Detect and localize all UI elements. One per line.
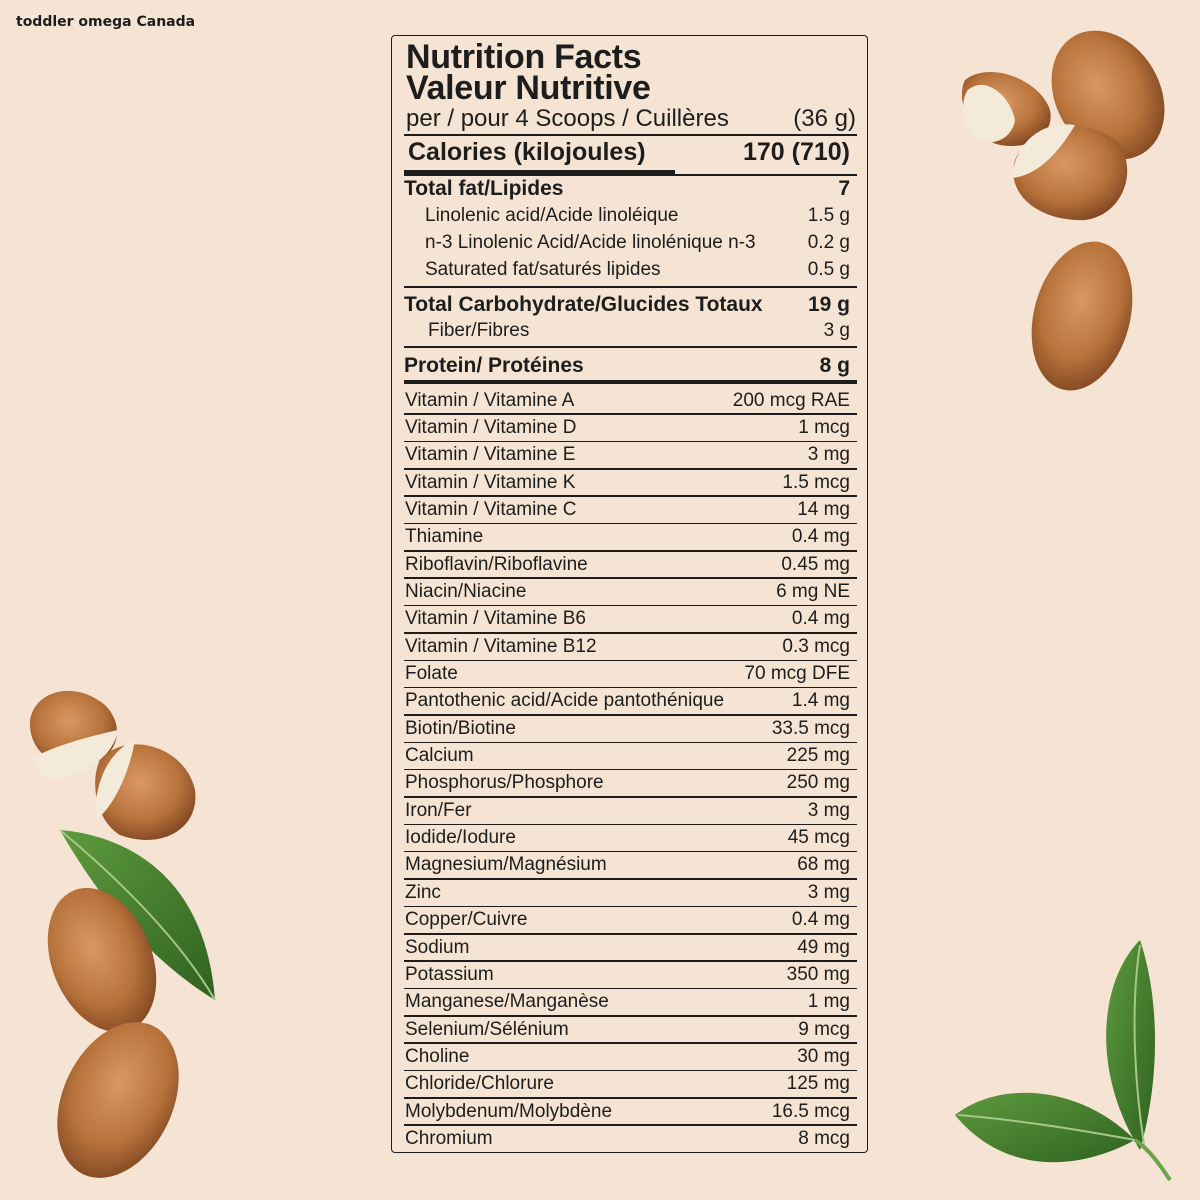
- nutrient-label: Molybdenum/Molybdène: [405, 1100, 613, 1122]
- almond-icon: [95, 740, 195, 840]
- nutrient-value: 0.45 mg: [781, 553, 850, 575]
- nutrient-row: [405, 1016, 850, 1043]
- serving-weight: (36 g): [793, 105, 856, 132]
- nutrient-label: Chromium: [405, 1127, 493, 1149]
- almond-icon: [1016, 230, 1148, 402]
- nutrient-value: 3 mg: [807, 799, 850, 821]
- nutrient-label: Vitamin / Vitamine E: [405, 444, 576, 466]
- nutrient-label: Manganese/Manganèse: [405, 991, 609, 1013]
- nutrient-label: Phosphorus/Phosphore: [405, 772, 604, 794]
- fat-sub-label: n-3 Linolenic Acid/Acide linolénique n-3: [425, 231, 756, 253]
- nutrient-row: [405, 879, 850, 906]
- nutrient-value: 1.4 mg: [791, 690, 850, 712]
- nutrient-label: Selenium/Sélénium: [405, 1018, 569, 1040]
- leaf-icon: [1106, 940, 1155, 1150]
- fat-sub-value: 0.5 g: [807, 258, 850, 280]
- nutrient-row: [405, 825, 850, 852]
- nutrient-label: Folate: [405, 663, 458, 684]
- nutrient-label: Riboflavin/Riboflavine: [405, 553, 588, 575]
- nutrient-label: Vitamin / Vitamine B6: [405, 608, 586, 630]
- protein-row: [404, 352, 850, 379]
- almond-icon: [33, 1002, 202, 1197]
- nutrient-value: 0.3 mcg: [782, 635, 850, 657]
- total-fat-value: 7: [838, 176, 850, 200]
- nutrient-row: [405, 469, 850, 496]
- nutrient-row: [405, 387, 850, 414]
- nutrient-value: 0.4 mg: [791, 608, 850, 630]
- nutrient-value: 1.5 mcg: [782, 471, 850, 493]
- leaf-stem-icon: [1135, 1140, 1170, 1180]
- nutrient-row: [405, 578, 850, 605]
- protein-value: 8 g: [819, 353, 850, 377]
- total-fat-label: Total fat/Lipides: [404, 176, 564, 200]
- nutrient-label: Vitamin / Vitamine C: [405, 498, 577, 520]
- nutrient-value: 125 mg: [786, 1073, 850, 1095]
- calories-value: 170 (710): [742, 137, 850, 166]
- nutrient-value: 68 mg: [797, 854, 850, 876]
- carbs-row: [404, 291, 850, 318]
- nutrient-row: [405, 934, 850, 961]
- nutrient-row: [405, 961, 850, 988]
- nutrient-row: [405, 633, 850, 660]
- nutrient-value: 6 mg NE: [776, 580, 850, 602]
- nutrient-row: [405, 1125, 850, 1152]
- nutrient-label: Choline: [405, 1045, 470, 1067]
- title-en: Nutrition Facts: [406, 38, 642, 76]
- nutrient-label: Copper/Cuivre: [405, 909, 528, 931]
- nutrient-value: 16.5 mcg: [771, 1100, 850, 1122]
- carbs-label: Total Carbohydrate/Glucides Totaux: [404, 292, 763, 316]
- nutrient-label: Niacin/Niacine: [405, 580, 527, 602]
- nutrient-value: 33.5 mcg: [771, 717, 850, 739]
- nutrient-value: 0.4 mg: [791, 526, 850, 548]
- nutrient-label: Chloride/Chlorure: [405, 1073, 554, 1095]
- fat-sub-row: [404, 202, 850, 229]
- nutrient-label: Vitamin / Vitamine K: [405, 471, 576, 493]
- nutrient-value: 1 mcg: [798, 416, 850, 438]
- nutrient-row: [405, 551, 850, 578]
- nutrient-value: 49 mg: [797, 936, 850, 958]
- fiber-row: [404, 317, 850, 344]
- nutrient-label: Vitamin / Vitamine A: [405, 389, 575, 411]
- serving-text: per / pour 4 Scoops / Cuillères: [406, 105, 729, 132]
- fat-sub-value: 0.2 g: [807, 231, 850, 253]
- nutrient-row: [405, 770, 850, 797]
- nutrition-facts-panel: [391, 35, 868, 1153]
- brand-text: toddler omega Canada: [16, 14, 196, 30]
- nutrient-row: [405, 743, 850, 770]
- title-fr: Valeur Nutritive: [406, 69, 651, 107]
- nutrient-value: 200 mcg RAE: [732, 389, 850, 411]
- fat-sub-value: 1.5 g: [807, 204, 850, 226]
- fiber-value: 3 g: [823, 319, 850, 341]
- fat-sub-row: [404, 229, 850, 256]
- nutrient-value: 0.4 mg: [791, 909, 850, 931]
- nutrient-label: Sodium: [405, 936, 470, 958]
- nutrient-row: [405, 989, 850, 1016]
- nutrient-row: [405, 688, 850, 715]
- nutrient-label: Vitamin / Vitamine B12: [405, 635, 597, 657]
- nutrient-label: Magnesium/Magnésium: [405, 854, 607, 876]
- nutrient-label: Vitamin / Vitamine D: [405, 416, 577, 438]
- thick-divider: [404, 380, 857, 384]
- fiber-label: Fiber/Fibres: [428, 319, 530, 341]
- fat-sub-label: Saturated fat/saturés lipides: [425, 258, 661, 280]
- nutrient-row: [405, 797, 850, 824]
- nutrient-row: [405, 1098, 850, 1125]
- divider: [404, 346, 857, 348]
- nutrient-value: 30 mg: [797, 1045, 850, 1067]
- fat-sub-row: [404, 256, 850, 283]
- serving-size: [406, 104, 856, 134]
- nutrient-value: 250 mg: [786, 772, 850, 794]
- calories-row: [408, 136, 850, 168]
- nutrient-row: [405, 442, 850, 469]
- nutrient-label: Iron/Fer: [405, 799, 472, 821]
- total-fat-row: [404, 175, 850, 202]
- nutrient-row: [405, 1043, 850, 1070]
- nutrient-row: [405, 1071, 850, 1098]
- leaf-icon: [955, 1093, 1135, 1162]
- nutrient-value: 3 mg: [807, 444, 850, 466]
- carbs-value: 19 g: [807, 292, 850, 316]
- nutrient-value: 70 mcg DFE: [744, 663, 850, 684]
- nutrient-value: 8 mcg: [798, 1127, 850, 1149]
- nutrient-label: Pantothenic acid/Acide pantothénique: [405, 690, 725, 712]
- nutrient-value: 45 mcg: [787, 827, 850, 849]
- nutrient-value: 3 mg: [807, 881, 850, 903]
- divider: [404, 286, 857, 288]
- fat-sub-label: Linolenic acid/Acide linoléique: [425, 204, 679, 226]
- nutrient-value: 14 mg: [797, 498, 850, 520]
- nutrient-label: Zinc: [405, 881, 441, 903]
- nutrient-label: Potassium: [405, 963, 494, 985]
- nutrient-value: 9 mcg: [798, 1018, 850, 1040]
- nutrient-label: Biotin/Biotine: [405, 717, 516, 739]
- nutrient-row: [405, 907, 850, 934]
- nutrient-value: 225 mg: [786, 745, 850, 767]
- nutrient-value: 350 mg: [786, 963, 850, 985]
- nutrient-label: Thiamine: [405, 526, 484, 548]
- protein-label: Protein/ Protéines: [404, 353, 584, 377]
- nutrient-row: [405, 414, 850, 441]
- nutrient-row: [405, 496, 850, 523]
- nutrient-row: [405, 606, 850, 633]
- calories-label: Calories (kilojoules): [408, 137, 646, 166]
- nutrient-label: Iodide/Iodure: [405, 827, 516, 849]
- nutrient-row: [405, 715, 850, 742]
- nutrient-label: Calcium: [405, 745, 474, 767]
- nutrient-row: [405, 661, 850, 688]
- nutrient-row: [405, 852, 850, 879]
- nutrient-value: 1 mg: [807, 991, 850, 1013]
- nutrient-row: [405, 524, 850, 551]
